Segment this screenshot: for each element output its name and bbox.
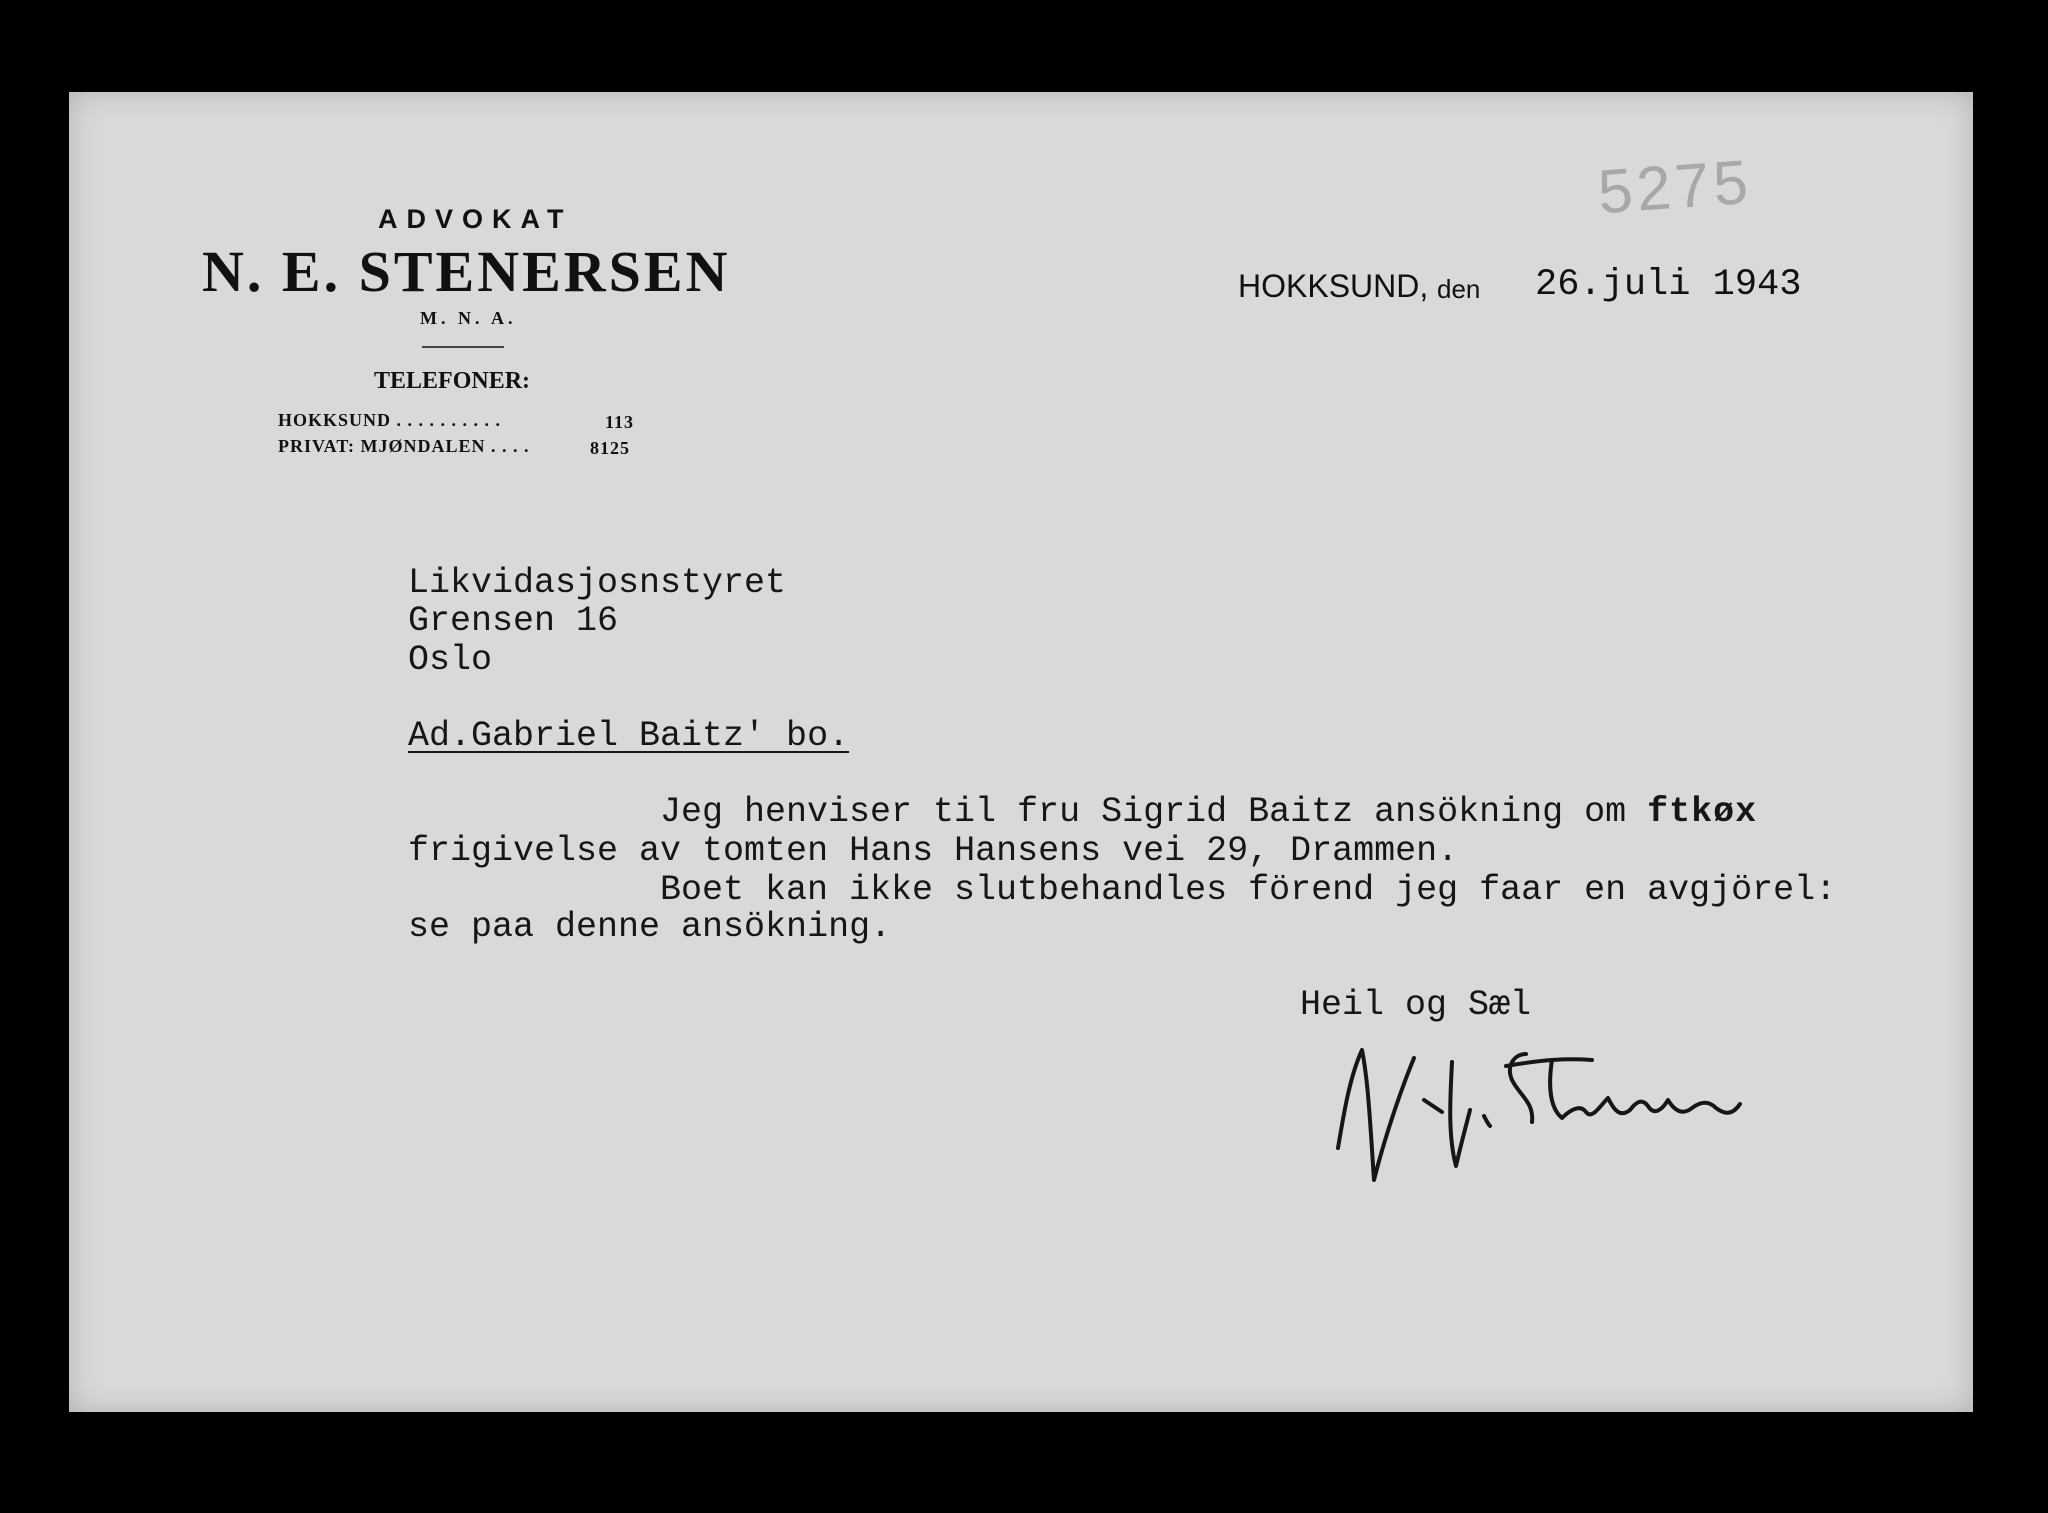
body-paragraph-2-line-2: se paa denne ansökning. (408, 907, 892, 947)
letter-date: 26.juli 1943 (1535, 264, 1802, 306)
recipient-line-3: Oslo (408, 640, 493, 680)
phone-label-private: PRIVAT: MJØNDALEN . . . . (278, 436, 530, 456)
letterhead-profession: ADVOKAT (378, 204, 573, 234)
letterhead-name: N. E. STENERSEN (202, 239, 731, 304)
handwritten-signature (1330, 1030, 1820, 1190)
archive-number-mark: 5275 (1595, 147, 1755, 228)
phones-heading: TELEFONER: (374, 368, 531, 394)
recipient-line-1: Likvidasjosnstyret (408, 563, 787, 603)
phone-label-office: HOKKSUND . . . . . . . . . . (278, 410, 502, 430)
letter-place: HOKKSUND, (1238, 268, 1429, 304)
letter-den: den (1437, 274, 1481, 304)
letterhead-title: M. N. A. (420, 308, 517, 328)
body-text: Jeg henviser til fru Sigrid Baitz ansökning om (660, 792, 1648, 832)
phone-number-office: 113 (605, 412, 635, 432)
body-paragraph-1-line-2: frigivelse av tomten Hans Hansens vei 29, Drammen. (408, 831, 1459, 871)
closing-salutation: Heil og Sæl (1300, 985, 1532, 1025)
subject-line: Ad.Gabriel Baitz' bo. (408, 716, 850, 756)
letterhead-divider (422, 346, 504, 348)
recipient-line-2: Grensen 16 (408, 601, 619, 641)
body-paragraph-2-line-1: Boet kan ikke slutbehandles förend jeg faar en avgjörel: (660, 870, 1837, 910)
phone-number-private: 8125 (590, 438, 630, 458)
body-paragraph-1-line-1 (660, 792, 1757, 832)
struck-out-word: ftkøx (1647, 792, 1758, 832)
